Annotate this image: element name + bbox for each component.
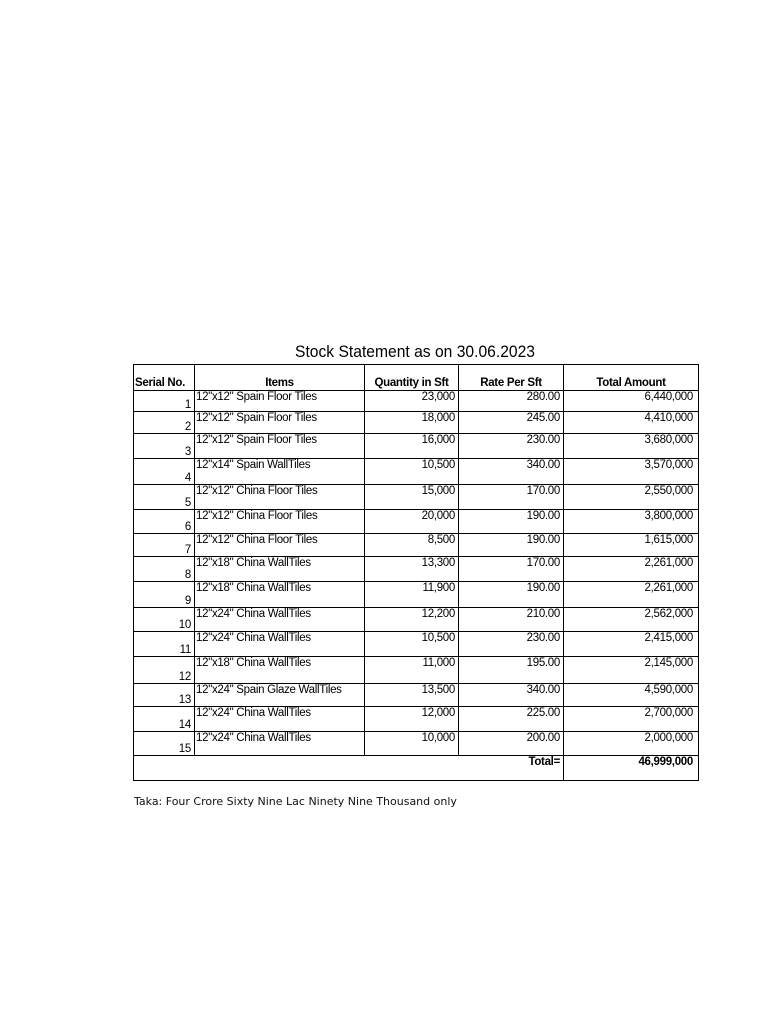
table-row	[134, 434, 699, 459]
table-row	[134, 391, 699, 412]
item-cell: 12"x12" Spain Floor Tiles	[195, 391, 365, 412]
table-row	[134, 485, 699, 510]
quantity-cell: 13,300	[365, 557, 459, 582]
quantity-cell: 15,000	[365, 485, 459, 510]
item-cell: 12"x12" China Floor Tiles	[195, 534, 365, 557]
amount-in-words: Taka: Four Crore Sixty Nine Lac Ninety Nine Thousand only	[134, 795, 457, 808]
rate-cell: 210.00	[459, 608, 564, 632]
quantity-cell: 10,500	[365, 459, 459, 485]
quantity-cell: 16,000	[365, 434, 459, 459]
header-quantity: Quantity in Sft	[365, 365, 459, 391]
item-cell: 12"x24" Spain Glaze WallTiles	[195, 684, 365, 707]
total-value: 46,999,000	[564, 756, 699, 781]
item-cell: 12"x18" China WallTiles	[195, 657, 365, 684]
quantity-cell: 11,900	[365, 582, 459, 608]
rate-cell: 225.00	[459, 707, 564, 732]
total-row	[134, 756, 699, 781]
amount-cell: 1,615,000	[564, 534, 699, 557]
table-row	[134, 534, 699, 557]
serial-cell: 14	[134, 707, 195, 732]
amount-cell: 3,800,000	[564, 510, 699, 534]
quantity-cell: 18,000	[365, 412, 459, 434]
serial-cell: 8	[134, 557, 195, 582]
rate-cell: 190.00	[459, 582, 564, 608]
quantity-cell: 12,200	[365, 608, 459, 632]
table-row	[134, 732, 699, 756]
serial-cell: 13	[134, 684, 195, 707]
amount-cell: 3,680,000	[564, 434, 699, 459]
header-serial-no: Serial No.	[134, 365, 195, 391]
page-title: Stock Statement as on 30.06.2023	[295, 342, 535, 361]
rate-cell: 170.00	[459, 485, 564, 510]
table-row	[134, 412, 699, 434]
table-row	[134, 657, 699, 684]
quantity-cell: 8,500	[365, 534, 459, 557]
rate-cell: 190.00	[459, 534, 564, 557]
stock-table	[133, 364, 699, 781]
amount-cell: 2,700,000	[564, 707, 699, 732]
item-cell: 12"x24" China WallTiles	[195, 608, 365, 632]
rate-cell: 230.00	[459, 434, 564, 459]
amount-cell: 2,261,000	[564, 557, 699, 582]
item-cell: 12"x12" Spain Floor Tiles	[195, 434, 365, 459]
item-cell: 12"x24" China WallTiles	[195, 707, 365, 732]
quantity-cell: 20,000	[365, 510, 459, 534]
amount-cell: 2,145,000	[564, 657, 699, 684]
header-items: Items	[195, 365, 365, 391]
quantity-cell: 12,000	[365, 707, 459, 732]
amount-cell: 6,440,000	[564, 391, 699, 412]
rate-cell: 190.00	[459, 510, 564, 534]
rate-cell: 200.00	[459, 732, 564, 756]
rate-cell: 195.00	[459, 657, 564, 684]
amount-cell: 2,550,000	[564, 485, 699, 510]
rate-cell: 340.00	[459, 684, 564, 707]
amount-cell: 2,415,000	[564, 632, 699, 657]
item-cell: 12"x12" Spain Floor Tiles	[195, 412, 365, 434]
table-row	[134, 707, 699, 732]
item-cell: 12"x14" Spain WallTiles	[195, 459, 365, 485]
header-total-amount: Total Amount	[564, 365, 699, 391]
amount-cell: 3,570,000	[564, 459, 699, 485]
quantity-cell: 10,500	[365, 632, 459, 657]
item-cell: 12"x18" China WallTiles	[195, 557, 365, 582]
table-row	[134, 684, 699, 707]
serial-cell: 4	[134, 459, 195, 485]
quantity-cell: 11,000	[365, 657, 459, 684]
serial-cell: 7	[134, 534, 195, 557]
item-cell: 12"x24" China WallTiles	[195, 732, 365, 756]
serial-cell: 3	[134, 434, 195, 459]
amount-cell: 4,410,000	[564, 412, 699, 434]
quantity-cell: 23,000	[365, 391, 459, 412]
serial-cell: 10	[134, 608, 195, 632]
item-cell: 12"x18" China WallTiles	[195, 582, 365, 608]
serial-cell: 6	[134, 510, 195, 534]
serial-cell: 5	[134, 485, 195, 510]
serial-cell: 12	[134, 657, 195, 684]
table-row	[134, 459, 699, 485]
serial-cell: 9	[134, 582, 195, 608]
item-cell: 12"x12" China Floor Tiles	[195, 485, 365, 510]
table-row	[134, 510, 699, 534]
amount-cell: 2,562,000	[564, 608, 699, 632]
table-row	[134, 608, 699, 632]
quantity-cell: 13,500	[365, 684, 459, 707]
header-rate: Rate Per Sft	[459, 365, 564, 391]
rate-cell: 230.00	[459, 632, 564, 657]
amount-cell: 4,590,000	[564, 684, 699, 707]
serial-cell: 2	[134, 412, 195, 434]
table-row	[134, 582, 699, 608]
serial-cell: 15	[134, 732, 195, 756]
serial-cell: 11	[134, 632, 195, 657]
table-row	[134, 557, 699, 582]
table-header-row	[134, 365, 699, 391]
rate-cell: 280.00	[459, 391, 564, 412]
serial-cell: 1	[134, 391, 195, 412]
amount-cell: 2,000,000	[564, 732, 699, 756]
item-cell: 12"x24" China WallTiles	[195, 632, 365, 657]
table-row	[134, 632, 699, 657]
amount-cell: 2,261,000	[564, 582, 699, 608]
rate-cell: 170.00	[459, 557, 564, 582]
item-cell: 12"x12" China Floor Tiles	[195, 510, 365, 534]
rate-cell: 245.00	[459, 412, 564, 434]
quantity-cell: 10,000	[365, 732, 459, 756]
total-label: Total=	[134, 756, 564, 781]
rate-cell: 340.00	[459, 459, 564, 485]
